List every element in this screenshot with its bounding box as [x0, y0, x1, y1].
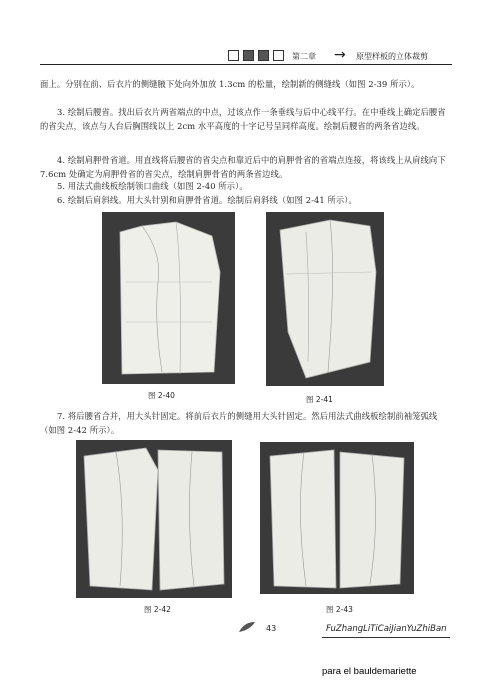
header-decoration	[228, 50, 284, 61]
header-rule	[40, 64, 452, 65]
paragraph-1: 面上。分别在前、后衣片的侧缝腋下处向外加放 1.3cm 的松量，绘制新的侧缝线（如图 2-39 所示）。	[40, 79, 420, 89]
running-title: 原型样板的立体裁剪	[356, 52, 428, 61]
arrow-icon: →	[334, 47, 346, 63]
figure-2-43-photo	[260, 442, 414, 594]
figure-2-43-caption: 图 2-43	[326, 605, 353, 614]
paragraph-4: 5. 用法式曲线板绘制领口曲线（如图 2-40 所示）。	[57, 181, 248, 191]
paragraph-5: 6. 绘制后肩斜线。用大头针别和肩胛骨省道。绘制后肩斜线（如图 2-41 所示）。	[57, 195, 357, 205]
paragraph-3: 4. 绘制肩胛骨省道。用直线将后腰省的省尖点和靠近后中的肩胛骨省的省端点连接，将该线上从肩线向下 7.6cm 处确定为肩胛骨省的省尖点，绘制肩胛骨省的两条省边线。	[40, 155, 446, 179]
figure-2-41-photo	[266, 212, 384, 386]
credit-text: para el bauldemariette	[322, 666, 417, 677]
paragraph-7: 7. 将后腰省合并，用大头针固定。将前后衣片的侧缝用大头针固定。然后用法式曲线板绘制前袖笼弧线（如图 2-42 所示）。	[40, 411, 438, 435]
footer-book-title: FuZhangLiTiCaiJianYuZhiBan	[326, 624, 447, 634]
leaf-ornament-icon	[238, 620, 256, 634]
figure-2-40-caption: 图 2-40	[148, 391, 175, 400]
page-number: 43	[266, 624, 277, 633]
paragraph-2: 3. 绘制后腰省。找出后衣片两省端点的中点，过该点作一条垂线与后中心线平行。在中垂线上确定后腰省的省尖点，该点与人台后胸围线以上 2cm 水平高度的十字记号呈同样高度。绘制后腰省的两条省边线。	[40, 107, 446, 131]
figure-2-40-photo	[102, 212, 235, 384]
footer-rule	[322, 637, 450, 638]
figure-2-42-photo	[76, 440, 232, 598]
chapter-label: 第二章	[292, 52, 316, 61]
figure-2-41-caption: 图 2-41	[306, 395, 333, 404]
figure-2-42-caption: 图 2-42	[144, 605, 171, 614]
